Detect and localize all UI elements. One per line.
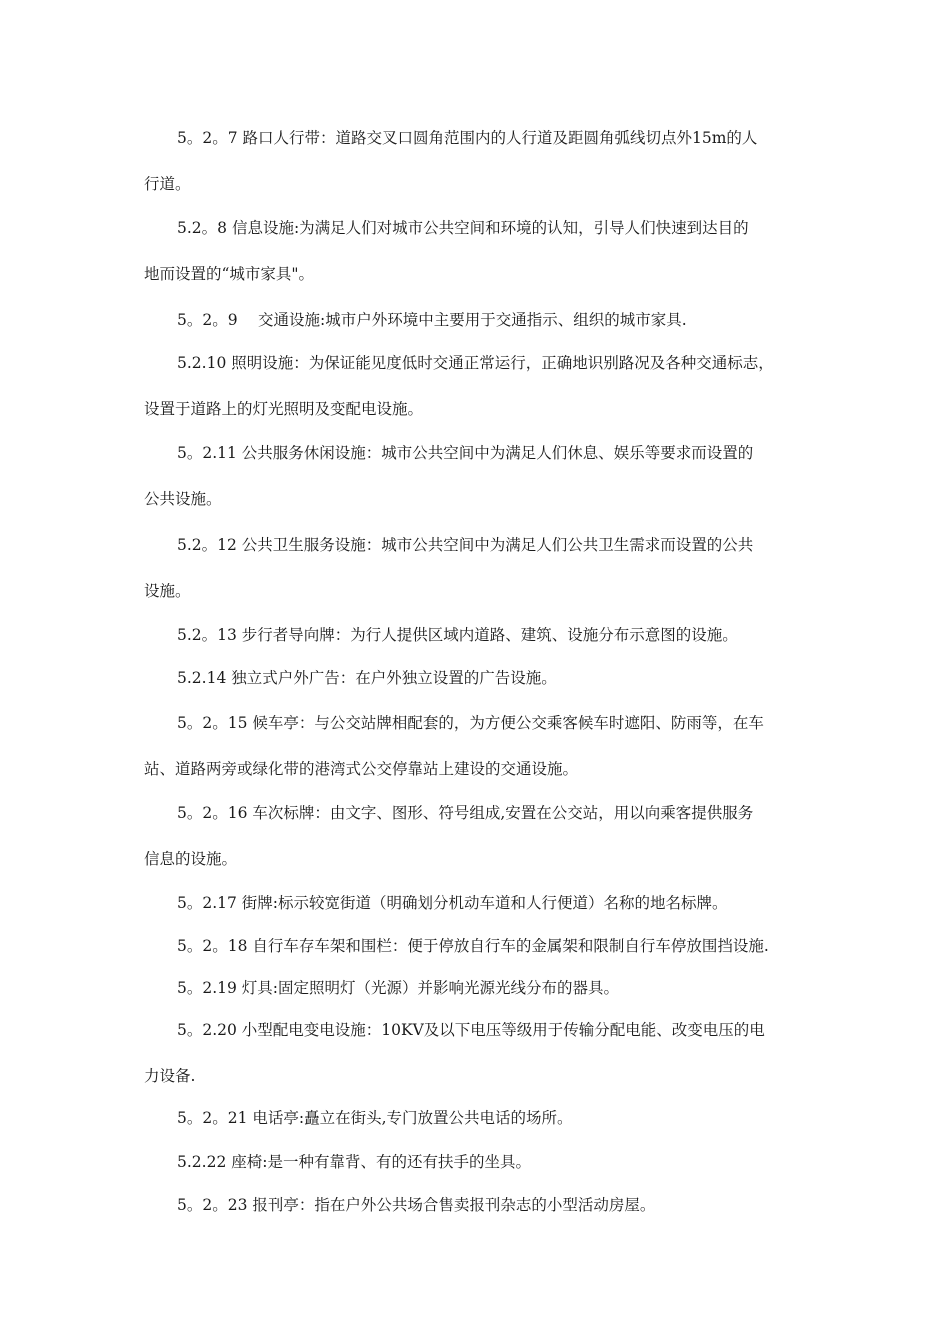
paragraph-5-2-13 bbox=[144, 625, 820, 645]
paragraph-line: 5.2.22 座椅:是一种有靠背、有的还有扶手的坐具。 bbox=[177, 1153, 531, 1171]
paragraph-line: 设置于道路上的灯光照明及变配电设施。 bbox=[144, 400, 424, 418]
paragraph-line: 5。2.17 街牌:标示较宽街道（明确划分机动车道和人行便道）名称的地名标牌。 bbox=[177, 894, 728, 912]
paragraph-5-2-16 bbox=[144, 803, 820, 869]
paragraph-line: 5.2。8 信息设施:为满足人们对城市公共空间和环境的认知，引导人们快速到达目的 bbox=[177, 219, 749, 237]
paragraph-5-2-18 bbox=[144, 936, 820, 956]
paragraph-line: 5。2。7 路口人行带：道路交叉口圆角范围内的人行道及距圆角弧线切点外15m的人 bbox=[177, 129, 758, 147]
paragraph-5-2-8 bbox=[144, 218, 820, 284]
paragraph-line: 5。2。23 报刊亭：指在户外公共场合售卖报刊杂志的小型活动房屋。 bbox=[177, 1196, 656, 1214]
paragraph-5-2-10 bbox=[144, 353, 820, 419]
paragraph-line: 5。2。18 自行车存车架和围栏：便于停放自行车的金属架和限制自行车停放围挡设施. bbox=[177, 937, 769, 955]
paragraph-5-2-20 bbox=[144, 1020, 820, 1086]
paragraph-line: 力设备. bbox=[144, 1067, 196, 1085]
paragraph-5-2-12 bbox=[144, 535, 820, 601]
paragraph-line: 设施。 bbox=[144, 582, 191, 600]
paragraph-line: 5。2。15 候车亭：与公交站牌相配套的，为方便公交乘客候车时遮阳、防雨等，在车 bbox=[177, 714, 764, 732]
paragraph-line: 5。2.11 公共服务休闲设施：城市公共空间中为满足人们休息、娱乐等要求而设置的 bbox=[177, 444, 754, 462]
paragraph-line: 地而设置的“城市家具"。 bbox=[144, 265, 315, 283]
paragraph-5-2-7 bbox=[144, 128, 820, 194]
paragraph-line: 5。2。21 电话亭:矗立在街头,专门放置公共电话的场所。 bbox=[177, 1109, 573, 1127]
paragraph-5-2-11 bbox=[144, 443, 820, 509]
paragraph-5-2-22 bbox=[144, 1152, 820, 1172]
paragraph-line: 5。2。9 交通设施:城市户外环境中主要用于交通指示、组织的城市家具. bbox=[177, 311, 687, 329]
paragraph-line: 站、道路两旁或绿化带的港湾式公交停靠站上建设的交通设施。 bbox=[144, 760, 579, 778]
paragraph-5-2-15 bbox=[144, 713, 820, 779]
paragraph-line: 5。2.20 小型配电变电设施：10KV及以下电压等级用于传输分配电能、改变电压的电 bbox=[177, 1021, 765, 1039]
paragraph-line: 行道。 bbox=[144, 175, 191, 193]
paragraph-5-2-9 bbox=[144, 310, 820, 330]
paragraph-5-2-23 bbox=[144, 1195, 820, 1215]
paragraph-line: 5。2。16 车次标牌：由文字、图形、符号组成,安置在公交站，用以向乘客提供服务 bbox=[177, 804, 754, 822]
paragraph-line: 信息的设施。 bbox=[144, 850, 238, 868]
paragraph-line: 公共设施。 bbox=[144, 490, 222, 508]
paragraph-line: 5.2.14 独立式户外广告：在户外独立设置的广告设施。 bbox=[177, 669, 557, 687]
paragraph-5-2-14 bbox=[144, 668, 820, 688]
paragraph-line: 5。2.19 灯具:固定照明灯（光源）并影响光源光线分布的器具。 bbox=[177, 979, 620, 997]
paragraph-line: 5.2。13 步行者导向牌：为行人提供区域内道路、建筑、设施分布示意图的设施。 bbox=[177, 626, 738, 644]
paragraph-5-2-17 bbox=[144, 893, 820, 913]
paragraph-line: 5.2.10 照明设施：为保证能见度低时交通正常运行，正确地识别路况及各种交通标志， bbox=[177, 354, 774, 372]
paragraph-line: 5.2。12 公共卫生服务设施：城市公共空间中为满足人们公共卫生需求而设置的公共 bbox=[177, 536, 754, 554]
paragraph-5-2-21 bbox=[144, 1108, 820, 1128]
paragraph-5-2-19 bbox=[144, 978, 820, 998]
